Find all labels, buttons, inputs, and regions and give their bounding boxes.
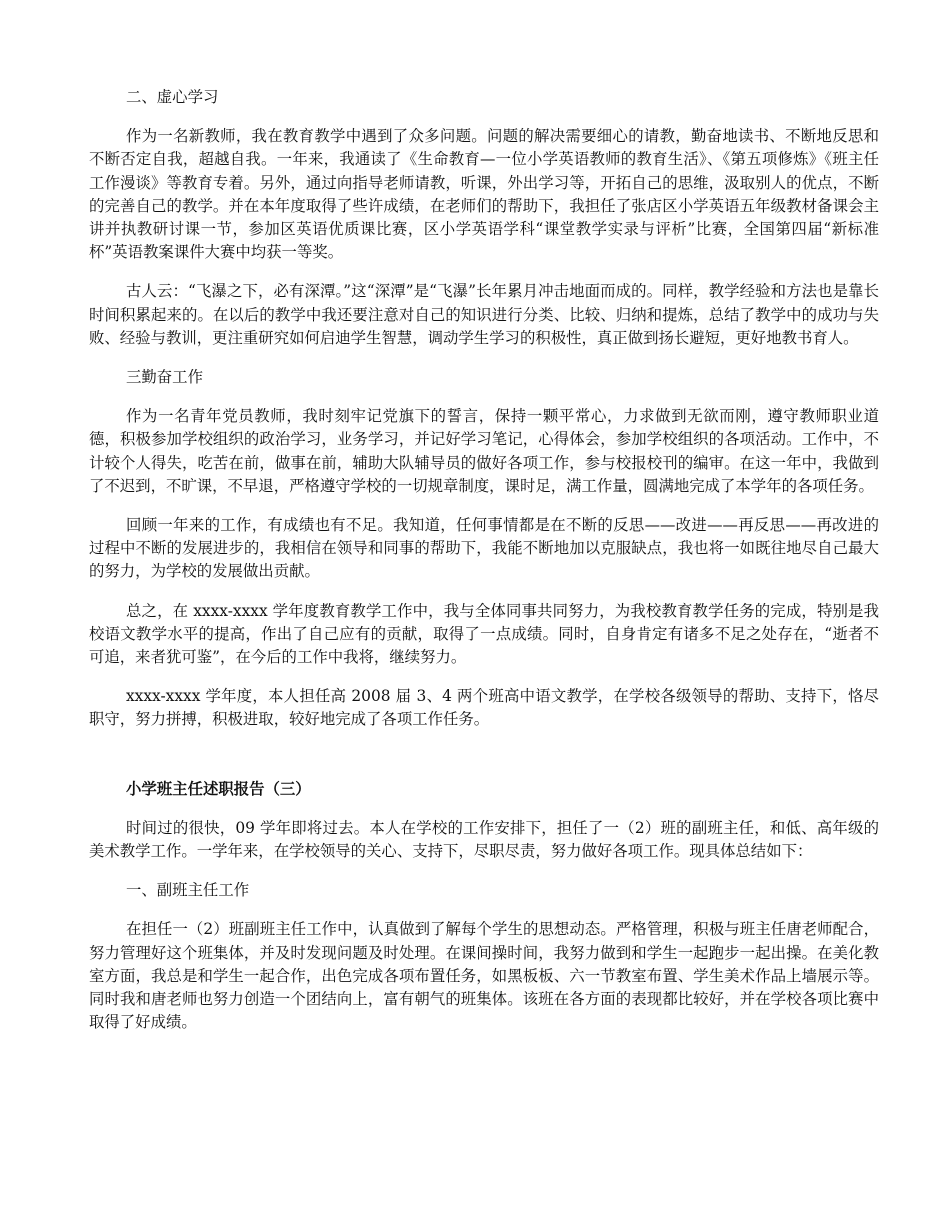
section-heading-study: 二、虚心学习	[126, 88, 219, 106]
paragraph-summary: 总之，在 xxxx-xxxx 学年度教育教学工作中，我与全体同事共同努力，为我校教育教学任务的完成，特别是我校语文教学水平的提高，作出了自己应有的贡献，取得了一点成绩。同时，自身肯定有诸多不足之处存在，“逝者不可追，来者犹可鉴”，在今后的工作中我将，继续努力。	[89, 601, 879, 667]
paragraph-year-teaching: xxxx-xxxx 学年度，本人担任高 2008 届 3、4 两个班高中语文教学，在学校各级领导的帮助、支持下，恪尽职守，努力拼搏，积极进取，较好地完成了各项工作任务。	[89, 687, 879, 729]
paragraph-party-member: 作为一名青年党员教师，我时刻牢记党旗下的誓言，保持一颗平常心，力求做到无欲而刚，遵守教师职业道德，积极参加学校组织的政治学习，业务学习，并记好学习笔记，心得体会，参加学校组织的各项活动。工作中，不计较个人得失，吃苦在前，做事在前，辅助大队辅导员的做好各项工作，参与校报校刊的编审。在这一年中，我做到了不迟到，不旷课，不早退，严格遵守学校的一切规章制度，课时足，满工作量，圆满地完成了本学年的各项任务。	[89, 407, 879, 495]
paragraph-intro: 时间过的很快，09 学年即将过去。本人在学校的工作安排下，担任了一（2）班的副班主任，和低、高年级的美术教学工作。一学年来，在学校领导的关心、支持下，尽职尽责，努力做好各项工作。现具体总结如下：	[89, 818, 879, 861]
document-page	[89, 86, 879, 1051]
paragraph-review: 回顾一年来的工作，有成绩也有不足。我知道，任何事情都是在不断的反思——改进——再反思——再改进的过程中不断的发展进步的，我相信在领导和同事的帮助下，我能不断地加以克服缺点，我也将一如既往地尽自己最大的努力，为学校的发展做出贡献。	[89, 516, 879, 581]
paragraph-study: 作为一名新教师，我在教育教学中遇到了众多问题。问题的解决需要细心的请教，勤奋地读书、不断地反思和不断否定自我，超越自我。一年来，我通读了《生命教育—一位小学英语教师的教育生活》、《第五项修炼》《班主任工作漫谈》等教育专着。另外，通过向指导老师请教，听课，外出学习等，开拓自己的思维，汲取别人的优点，不断的完善自己的教学。并在本年度取得了些许成绩，在老师们的帮助下，我担任了张店区小学英语五年级教材备课会主讲并执教研讨课一节，参加区英语优质课比赛，区小学英语学科“课堂教学实录与评析”比赛，全国第四届“新标准杯”英语教案课件大赛中均获一等奖。	[89, 127, 879, 262]
report-title: 小学班主任述职报告（三）	[126, 779, 311, 798]
section-heading-deputy: 一、副班主任工作	[126, 881, 250, 900]
paragraph-deputy-work: 在担任一（2）班副班主任工作中，认真做到了解每个学生的思想动态。严格管理，积极与班主任唐老师配合，努力管理好这个班集体，并及时发现问题及时处理。在课间操时间，我努力做到和学生一起跑步一起出操。在美化教室方面，我总是和学生一起合作，出色完成各项布置任务，如黑板板、六一节教室布置、学生美术作品上墙展示等。同时我和唐老师也努力创造一个团结向上，富有朝气的班集体。该班在各方面的表现都比较好，并在学校各项比赛中取得了好成绩。	[89, 920, 879, 1032]
section-heading-work: 三勤奋工作	[126, 368, 203, 387]
paragraph-waterfall: 古人云：“飞瀑之下，必有深潭。”这“深潭”是“飞瀑”长年累月冲击地面而成的。同样，教学经验和方法也是靠长时间积累起来的。在以后的教学中我还要注意对自己的知识进行分类、比较、归纳和提炼，总结了教学中的成功与失败、经验与教训，更注重研究如何启迪学生智慧，调动学生学习的积极性，真正做到扬长避短，更好地教书育人。	[89, 282, 879, 347]
